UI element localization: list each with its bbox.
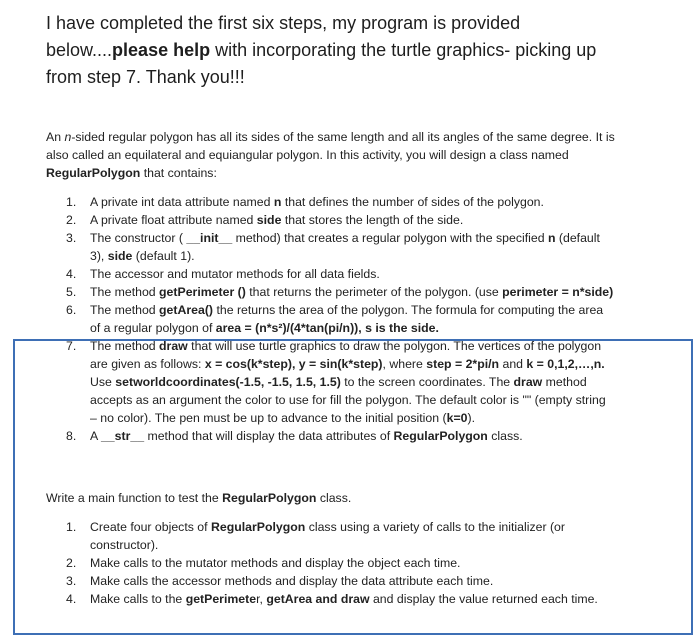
steps-list xyxy=(46,193,646,445)
question-line-3: from step 7. Thank you!!! xyxy=(46,67,245,87)
question-text xyxy=(46,10,686,91)
tests-list xyxy=(46,518,646,608)
question-line-1: I have completed the first six steps, my program is provided xyxy=(46,13,521,33)
list-item: 8. A __str__ method that will display the data attributes of RegularPolygon class. xyxy=(66,429,523,443)
main-function-intro: Write a main function to test the RegularPolygon class. xyxy=(46,491,352,505)
list-item: 4. The accessor and mutator methods for all data fields. xyxy=(66,267,380,281)
question-line-2: below....please help with incorporating the turtle graphics- picking up xyxy=(46,40,597,60)
list-item: 4. Make calls to the getPerimeter, getArea and draw and display the value returned each time. xyxy=(66,592,598,606)
list-item: 1. Create four objects of RegularPolygon class using a variety of calls to the initializer (or constructor). xyxy=(66,520,565,552)
list-item: 3. The constructor ( __init__ method) that creates a regular polygon with the specified n (default 3), side (default 1). xyxy=(66,231,600,263)
intro-paragraph: An n-sided regular polygon has all its sides of the same length and all its angles of the same degree. It is also called an equilateral and equiangular polygon. In this activity, you will design a class named RegularPolygon that contains: xyxy=(46,130,615,180)
list-item: 3. Make calls the accessor methods and display the data attribute each time. xyxy=(66,574,494,588)
list-item: 2. Make calls to the mutator methods and display the object each time. xyxy=(66,556,461,570)
list-item: 2. A private float attribute named side that stores the length of the side. xyxy=(66,213,464,227)
assignment-document xyxy=(46,128,646,606)
list-item: 1. A private int data attribute named n that defines the number of sides of the polygon. xyxy=(66,195,544,209)
list-item: 5. The method getPerimeter () that returns the perimeter of the polygon. (use perimeter = n*side) xyxy=(66,285,614,299)
list-item: 7. The method draw that will use turtle graphics to draw the polygon. The vertices of the polygon are given as follows: x = cos(k*step), y = sin(k*step), where step = 2*pi/n and k = 0,1,2,…,n. Use setworldcoordinates(-1.5, -1.5, 1.5, 1.5) to the screen coordinates. The draw method accepts as an argument the color to use for fill the polygon. The default color is "" (empty string – no color). The pen must be up to advance to the initial position (k=0). xyxy=(66,339,606,425)
list-item: 6. The method getArea() the returns the area of the polygon. The formula for computing the area of a regular polygon of area = (n*s²)/(4*tan(pi/n)), s is the side. xyxy=(66,303,604,335)
